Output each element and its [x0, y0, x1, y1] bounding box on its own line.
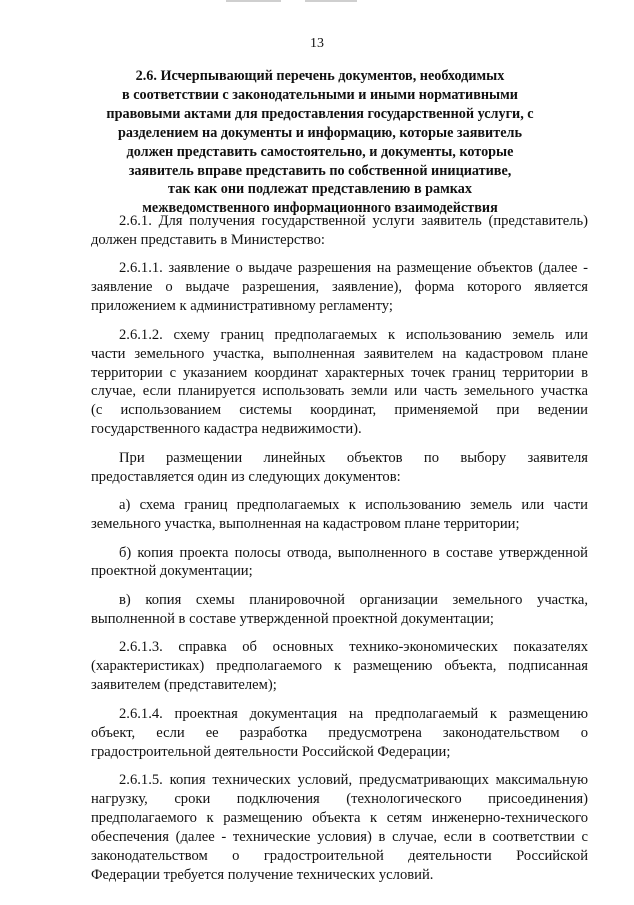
heading-line: так как они подлежат представлению в рамках	[168, 181, 472, 198]
paragraph-line: 2.6.1.1. заявление о выдаче разрешения на размещение объектов (далее -	[119, 260, 588, 277]
paragraph-line: обеспечения (далее - технические условия) в случае, если в соответствии с	[91, 828, 588, 845]
heading-line: в соответствии с законодательными и иными нормативными	[122, 86, 518, 103]
paragraph-line: предполагаемого к размещению объекта к сетям инженерно-технического	[91, 809, 588, 826]
paragraph-line: Федерации требуется получение технических условий.	[91, 866, 434, 883]
paragraph-line: (с использованием системы координат, применяемой при ведении	[91, 402, 588, 419]
paragraph-2-6-1	[91, 212, 588, 250]
paragraph-line: нагрузку, сроки подключения (технологического присоединения)	[91, 790, 588, 807]
section-heading	[80, 67, 560, 218]
heading-line: разделением на документы и информацию, которые заявитель	[118, 124, 522, 141]
heading-line: межведомственного информационного взаимодействия	[142, 200, 498, 217]
paragraph-linear-objects	[91, 449, 588, 487]
paragraph-line: предоставляется один из следующих документов:	[91, 468, 401, 485]
paragraph-line: приложением к административному регламенту;	[91, 298, 393, 315]
paragraph-line: заявителем (представителем);	[91, 677, 277, 694]
paragraph-2-6-1-4	[91, 705, 588, 762]
heading-line: заявитель вправе представить по собственной инициативе,	[128, 162, 512, 179]
paragraph-line: 2.6.1.5. копия технических условий, предусматривающих максимальную	[119, 772, 588, 788]
paragraph-line: территории с указанием координат характерных точек границ территории в	[91, 364, 588, 381]
paragraph-line: заявление о выдаче разрешения, заявление), форма которого является	[91, 279, 588, 296]
paragraph-2-6-1-5	[91, 771, 588, 884]
document-body	[91, 212, 588, 884]
paragraph-line: 2.6.1. Для получения государственной услуги заявитель (представитель)	[119, 213, 588, 229]
paragraph-2-6-1-2	[91, 326, 588, 439]
paragraph-line: земельного участка, выполненная на кадастровом плане территории;	[91, 516, 520, 533]
paragraph-line: государственного кадастра недвижимости).	[91, 421, 362, 438]
heading-line: 2.6. Исчерпывающий перечень документов, необходимых	[135, 68, 505, 84]
paragraph-line: части земельного участка, выполненная заявителем на кадастровом плане	[91, 345, 588, 362]
scan-edge-mark	[305, 0, 357, 2]
paragraph-line: в) копия схемы планировочной организации земельного участка,	[119, 591, 588, 608]
paragraph-line: законодательством о градостроительной деятельности Российской	[91, 847, 588, 864]
paragraph-option-b	[91, 544, 588, 582]
paragraph-2-6-1-1	[91, 259, 588, 316]
paragraph-line: объект, если ее разработка предусмотрена законодательством о	[91, 724, 588, 741]
paragraph-line: 2.6.1.2. схему границ предполагаемых к использованию земель или	[119, 326, 588, 343]
heading-line: правовыми актами для предоставления государственной услуги, с	[106, 105, 534, 122]
paragraph-option-v	[91, 591, 588, 629]
heading-line: должен представить самостоятельно, и документы, которые	[126, 143, 514, 160]
paragraph-option-a	[91, 496, 588, 534]
paragraph-line: выполненной в составе утвержденной проектной документации;	[91, 610, 494, 627]
paragraph-line: б) копия проекта полосы отвода, выполненного в составе утвержденной	[119, 544, 588, 561]
paragraph-line: градостроительной деятельности Российской Федерации;	[91, 743, 451, 760]
paragraph-line: случае, если планируется использовать земли или часть земельного участка	[91, 383, 588, 400]
paragraph-line: При размещении линейных объектов по выбору заявителя	[119, 449, 588, 466]
paragraph-line: 2.6.1.3. справка об основных технико-экономических показателях	[119, 639, 588, 656]
page-number: 13	[310, 36, 324, 51]
paragraph-line: (характеристиках) предполагаемого к размещению объекта, подписанная	[91, 658, 588, 675]
scan-edge-mark	[226, 0, 281, 2]
paragraph-line: проектной документации;	[91, 563, 253, 580]
paragraph-2-6-1-3	[91, 638, 588, 695]
paragraph-line: должен представить в Министерство:	[91, 231, 325, 248]
paragraph-line: а) схема границ предполагаемых к использованию земель или части	[119, 497, 588, 514]
paragraph-line: 2.6.1.4. проектная документация на предполагаемый к размещению	[119, 705, 588, 722]
